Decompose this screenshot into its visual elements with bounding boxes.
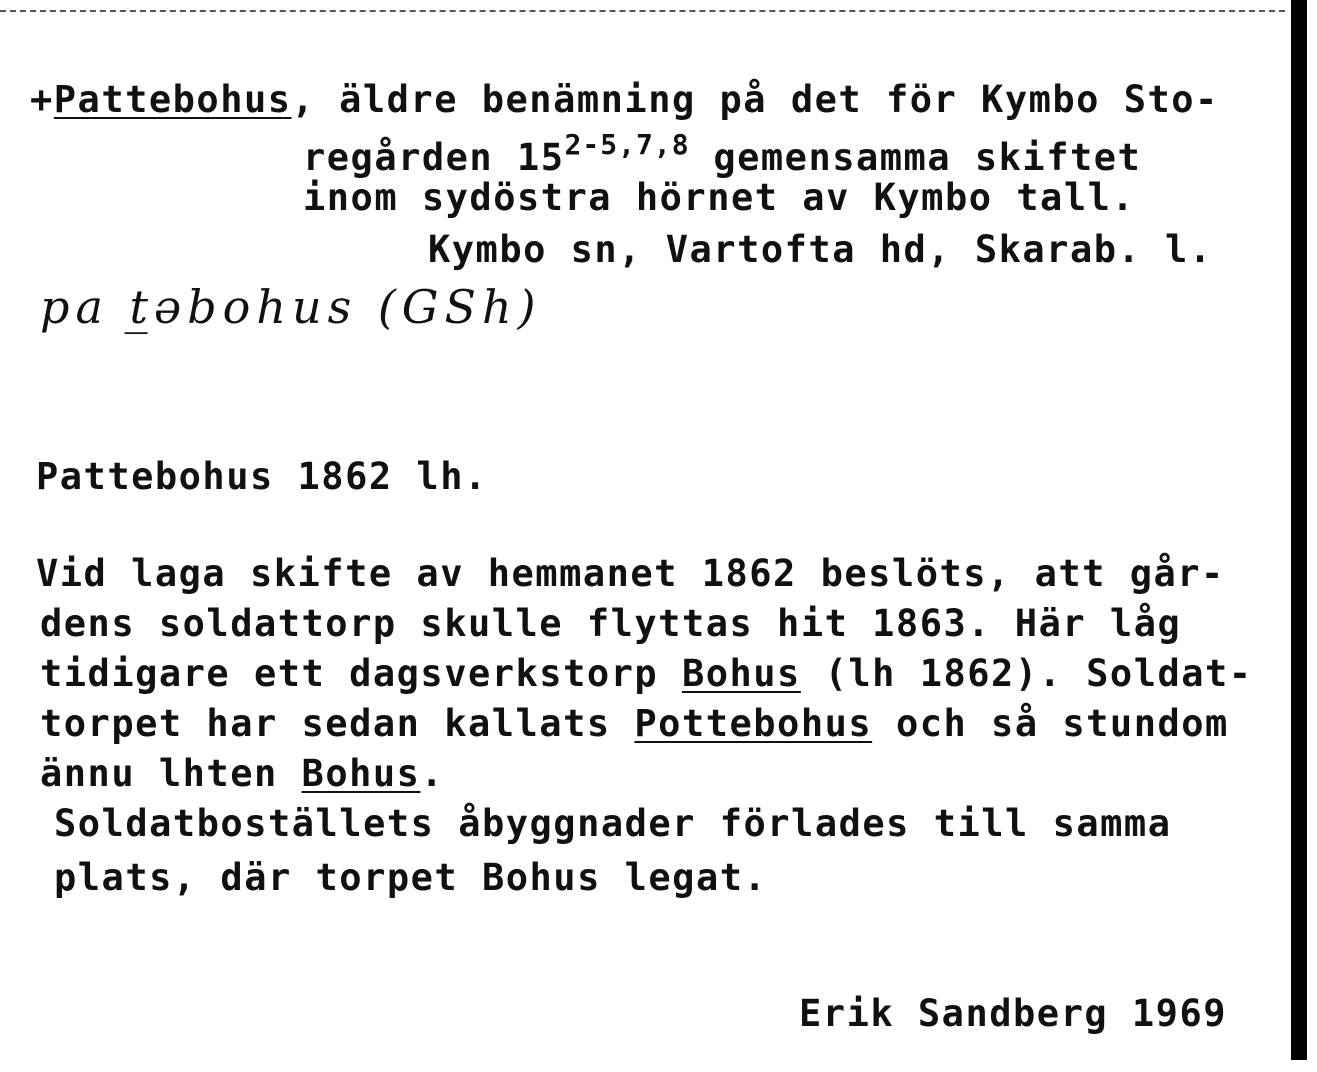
body-line-7: plats, där torpet Bohus legat. xyxy=(54,856,768,899)
body-line-3-a: tidigare ett dagsverkstorp xyxy=(40,652,682,695)
body-line-1: Vid laga skifte av hemmanet 1862 beslöts, att går- xyxy=(36,552,1225,595)
body-line-6: Soldatboställets åbyggnader förlades till samma xyxy=(54,802,1172,845)
body-pottebohus: Pottebohus xyxy=(634,702,873,745)
body-line-5-b: . xyxy=(420,752,445,795)
location-line: Kymbo sn, Vartofta hd, Skarab. l. xyxy=(428,228,1213,271)
body-bohus-2: Bohus xyxy=(301,752,421,795)
body-bohus-1: Bohus xyxy=(681,652,801,695)
top-edge-line xyxy=(0,10,1285,12)
headword-line-3: inom sydöstra hörnet av Kymbo tall. xyxy=(303,176,1136,219)
body-line-3-b: (lh 1862). Soldat- xyxy=(800,652,1253,695)
headword-description-2a: regården 15 xyxy=(303,136,565,179)
card-right-edge xyxy=(1291,0,1307,1060)
body-line-5 xyxy=(40,752,444,795)
headword-line-2 xyxy=(303,128,1141,179)
headword-description-1: äldre benämning på det för Kymbo Sto- xyxy=(315,78,1219,121)
headword-name: Pattebohus xyxy=(53,78,292,121)
signature: Erik Sandberg 1969 xyxy=(799,992,1227,1035)
headword-comma: , xyxy=(291,78,316,121)
handwritten-pronunciation: pa t̲əbohus (GSh) xyxy=(40,280,542,334)
body-line-5-a: ännu lhten xyxy=(40,752,302,795)
body-line-4-a: torpet har sedan kallats xyxy=(40,702,635,745)
source-line: Pattebohus 1862 lh. xyxy=(36,455,488,498)
body-line-2: dens soldattorp skulle flyttas hit 1863. Här låg xyxy=(40,602,1182,645)
headword-description-2b: gemensamma skiftet xyxy=(689,136,1142,179)
headword-superscript: 2-5,7,8 xyxy=(564,128,690,161)
headword-marker: + xyxy=(30,78,54,121)
headword-line-1 xyxy=(30,78,1219,121)
body-line-3 xyxy=(40,652,1253,695)
body-line-4-b: och så stundom xyxy=(872,702,1229,745)
body-line-4 xyxy=(40,702,1229,745)
